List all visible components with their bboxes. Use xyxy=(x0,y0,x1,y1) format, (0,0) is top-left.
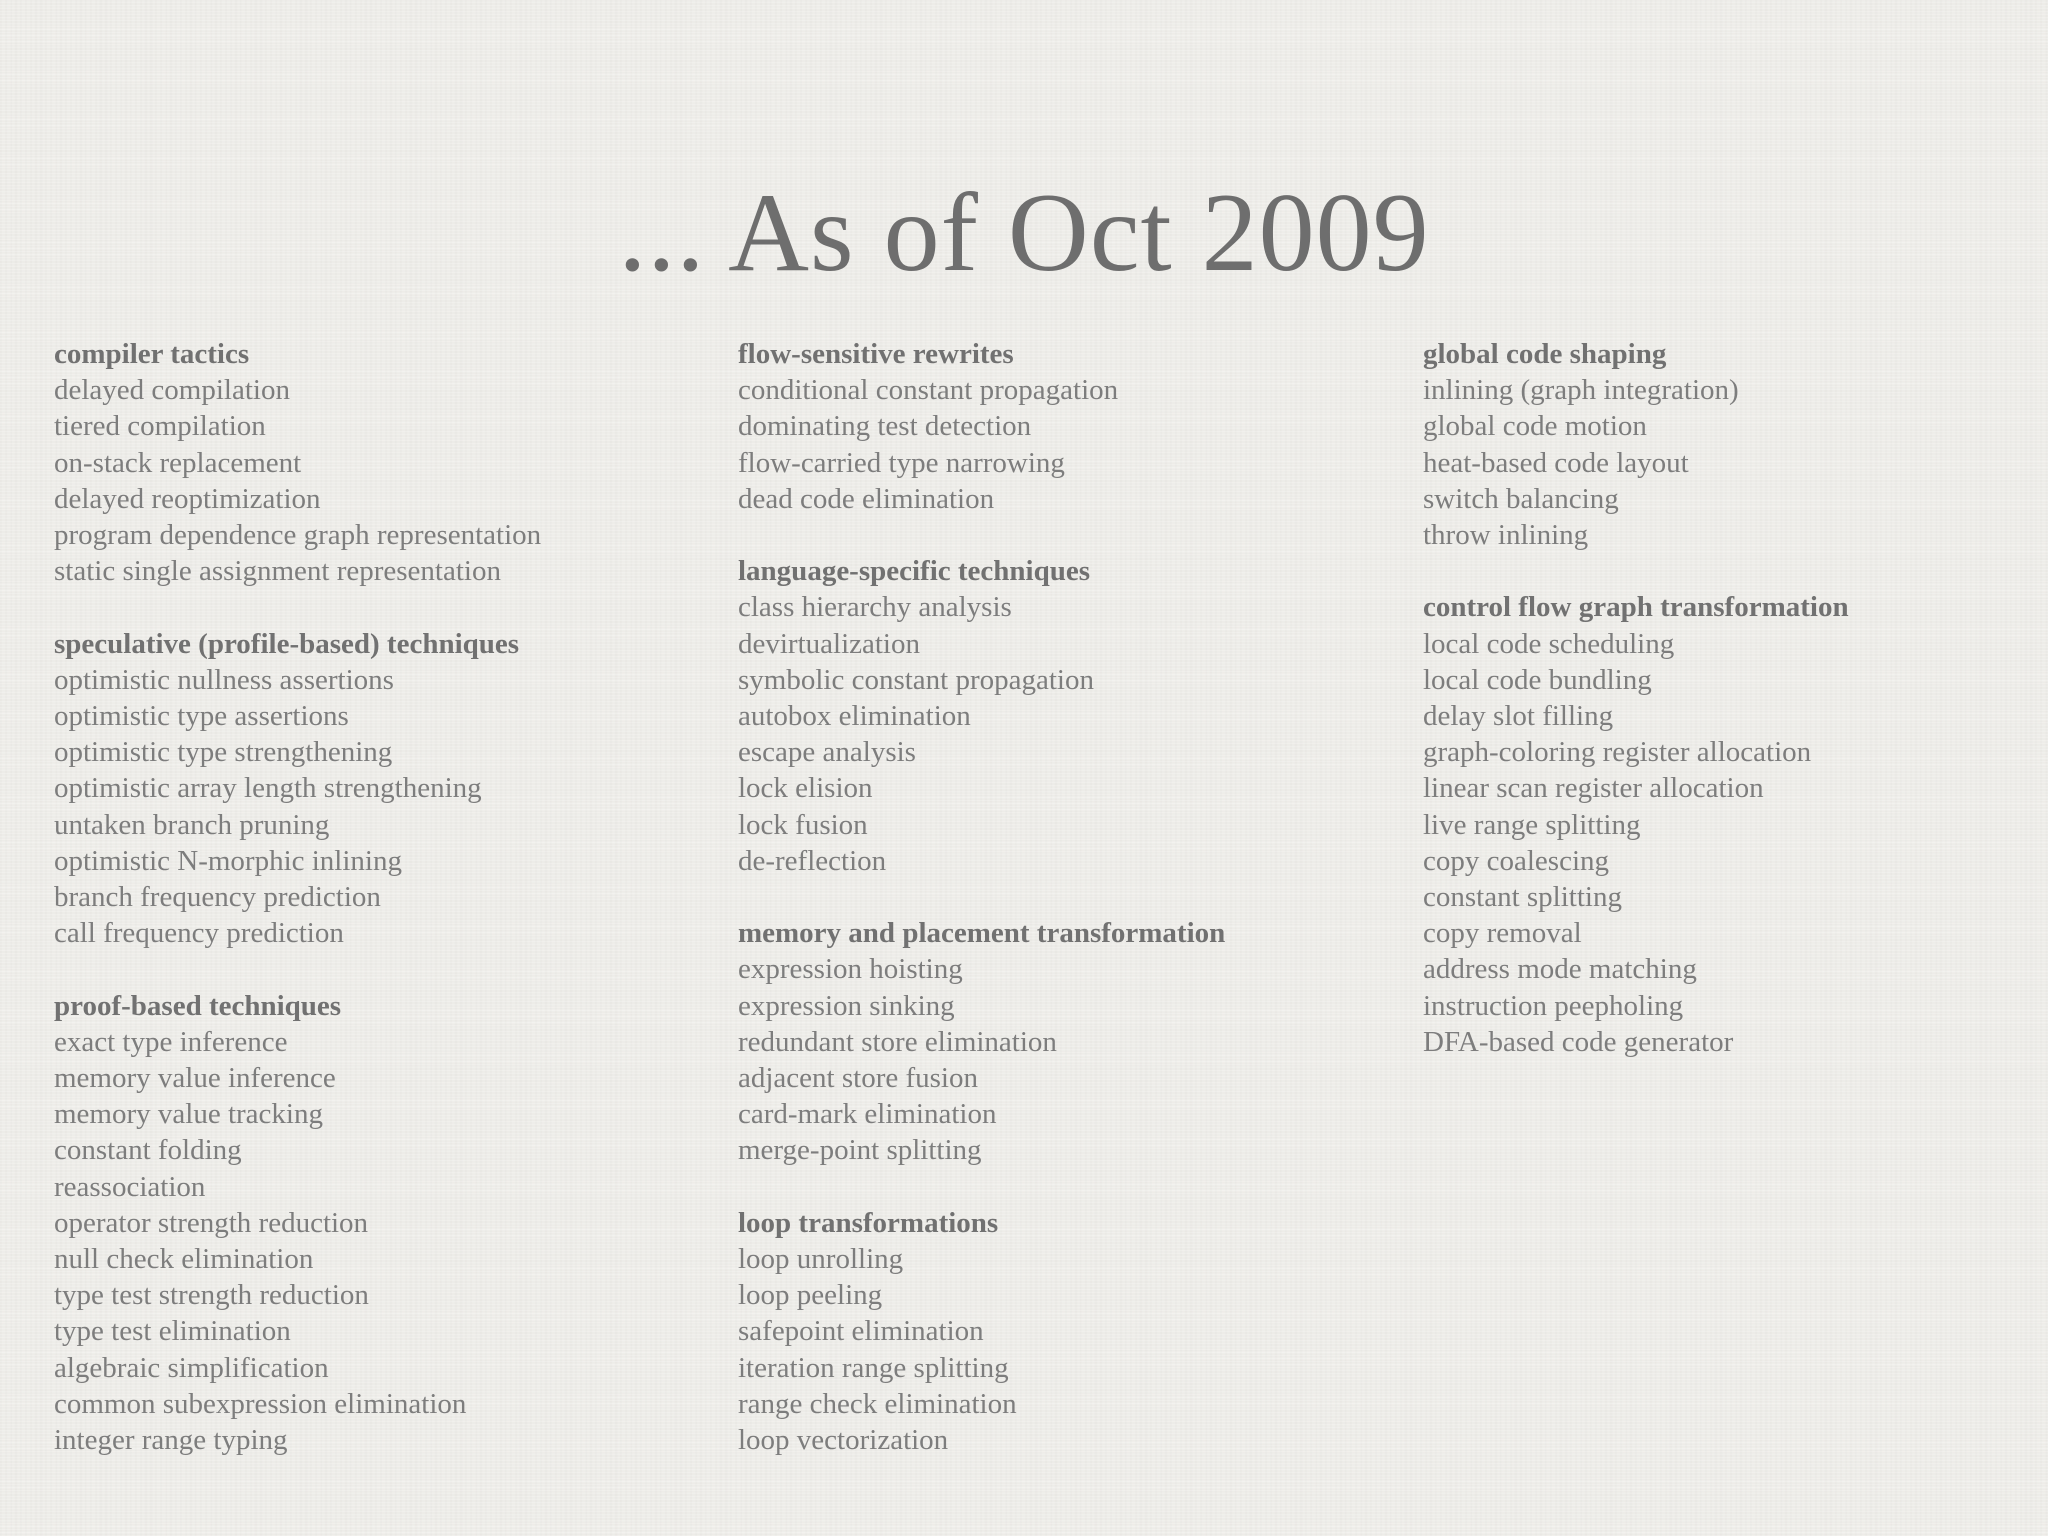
technique-item: optimistic type strengthening xyxy=(54,736,393,769)
section-speculative-profile-based-techniques xyxy=(54,626,714,952)
technique-item: autobox elimination xyxy=(738,700,971,733)
technique-item: escape analysis xyxy=(738,736,916,769)
technique-item: expression sinking xyxy=(738,989,955,1022)
technique-list xyxy=(738,1241,1398,1458)
technique-list xyxy=(1423,372,2048,553)
technique-item: class hierarchy analysis xyxy=(738,591,1012,624)
section-language-specific-techniques xyxy=(738,553,1398,879)
technique-item: inlining (graph integration) xyxy=(1423,374,1739,407)
technique-item: optimistic N-morphic inlining xyxy=(54,844,402,877)
technique-item: exact type inference xyxy=(54,1025,288,1058)
technique-item: null check elimination xyxy=(54,1243,314,1276)
technique-item: operator strength reduction xyxy=(54,1206,369,1239)
technique-item: constant splitting xyxy=(1423,881,1622,914)
technique-item: delayed reoptimization xyxy=(54,482,321,515)
technique-item: conditional constant propagation xyxy=(738,374,1119,407)
technique-item: type test elimination xyxy=(54,1315,291,1348)
technique-item: lock elision xyxy=(738,772,873,805)
section-proof-based-techniques xyxy=(54,988,714,1459)
technique-list xyxy=(1423,626,2048,1060)
technique-item: card-mark elimination xyxy=(738,1098,997,1131)
technique-item: delayed compilation xyxy=(54,374,290,407)
technique-item: expression hoisting xyxy=(738,953,963,986)
technique-item: loop unrolling xyxy=(738,1243,904,1276)
technique-item: copy removal xyxy=(1423,917,1582,950)
technique-item: live range splitting xyxy=(1423,808,1641,841)
technique-item: linear scan register allocation xyxy=(1423,772,1764,805)
column-right xyxy=(1423,336,2048,1096)
technique-item: local code scheduling xyxy=(1423,627,1675,660)
technique-item: program dependence graph representation xyxy=(54,519,542,552)
technique-item: integer range typing xyxy=(54,1424,288,1457)
technique-item: algebraic simplification xyxy=(54,1351,329,1384)
section-control-flow-graph-transformation xyxy=(1423,589,2048,1060)
section-heading: global code shaping xyxy=(1423,338,1667,370)
technique-item: iteration range splitting xyxy=(738,1351,1009,1384)
technique-item: de-reflection xyxy=(738,844,887,877)
technique-item: instruction peepholing xyxy=(1423,989,1684,1022)
slide-title: ... As of Oct 2009 xyxy=(618,171,1430,295)
technique-item: optimistic nullness assertions xyxy=(54,663,394,696)
technique-item: adjacent store fusion xyxy=(738,1062,978,1095)
technique-item: delay slot filling xyxy=(1423,700,1614,733)
technique-item: call frequency prediction xyxy=(54,917,344,950)
technique-list xyxy=(738,372,1398,517)
section-heading: memory and placement transformation xyxy=(738,917,1226,950)
technique-item: loop vectorization xyxy=(738,1424,949,1457)
technique-item: heat-based code layout xyxy=(1423,446,1689,479)
technique-item: local code bundling xyxy=(1423,663,1652,696)
section-heading: flow-sensitive rewrites xyxy=(738,338,1014,370)
technique-item: optimistic array length strengthening xyxy=(54,772,482,805)
technique-item: global code motion xyxy=(1423,410,1647,443)
technique-item: loop peeling xyxy=(738,1279,883,1312)
technique-item: range check elimination xyxy=(738,1387,1017,1420)
section-heading: language-specific techniques xyxy=(738,555,1091,588)
technique-item: safepoint elimination xyxy=(738,1315,984,1348)
technique-list xyxy=(738,951,1398,1168)
technique-item: common subexpression elimination xyxy=(54,1387,467,1420)
technique-item: address mode matching xyxy=(1423,953,1697,986)
technique-item: copy coalescing xyxy=(1423,844,1610,877)
technique-item: static single assignment representation xyxy=(54,555,501,588)
technique-item: constant folding xyxy=(54,1134,242,1167)
section-heading: proof-based techniques xyxy=(54,989,342,1022)
technique-item: graph-coloring register allocation xyxy=(1423,736,1812,769)
technique-item: memory value inference xyxy=(54,1062,336,1095)
technique-item: devirtualization xyxy=(738,627,920,660)
technique-item: merge-point splitting xyxy=(738,1134,982,1167)
technique-list xyxy=(738,589,1398,879)
technique-item: dead code elimination xyxy=(738,482,995,515)
technique-list xyxy=(54,372,714,589)
technique-item: memory value tracking xyxy=(54,1098,323,1131)
section-loop-transformations xyxy=(738,1205,1398,1458)
technique-item: optimistic type assertions xyxy=(54,700,349,733)
technique-list xyxy=(54,1024,714,1458)
technique-item: dominating test detection xyxy=(738,410,1032,443)
section-heading: speculative (profile-based) techniques xyxy=(54,627,520,660)
technique-item: symbolic constant propagation xyxy=(738,663,1094,696)
technique-item: type test strength reduction xyxy=(54,1279,369,1312)
section-global-code-shaping xyxy=(1423,336,2048,553)
section-heading: control flow graph transformation xyxy=(1423,591,1849,624)
technique-list xyxy=(54,662,714,952)
section-heading: compiler tactics xyxy=(54,338,250,370)
technique-item: switch balancing xyxy=(1423,482,1619,515)
technique-item: throw inlining xyxy=(1423,519,1589,552)
technique-item: tiered compilation xyxy=(54,410,266,443)
column-middle xyxy=(738,336,1398,1494)
technique-item: untaken branch pruning xyxy=(54,808,330,841)
section-memory-and-placement-transformation xyxy=(738,915,1398,1168)
technique-item: lock fusion xyxy=(738,808,868,841)
column-left xyxy=(54,336,714,1494)
technique-item: DFA-based code generator xyxy=(1423,1025,1734,1058)
technique-item: reassociation xyxy=(54,1170,206,1203)
section-compiler-tactics xyxy=(54,336,714,589)
section-heading: loop transformations xyxy=(738,1206,999,1239)
section-flow-sensitive-rewrites xyxy=(738,336,1398,517)
technique-item: flow-carried type narrowing xyxy=(738,446,1065,479)
technique-item: on-stack replacement xyxy=(54,446,302,479)
technique-item: redundant store elimination xyxy=(738,1025,1057,1058)
technique-item: branch frequency prediction xyxy=(54,881,381,914)
